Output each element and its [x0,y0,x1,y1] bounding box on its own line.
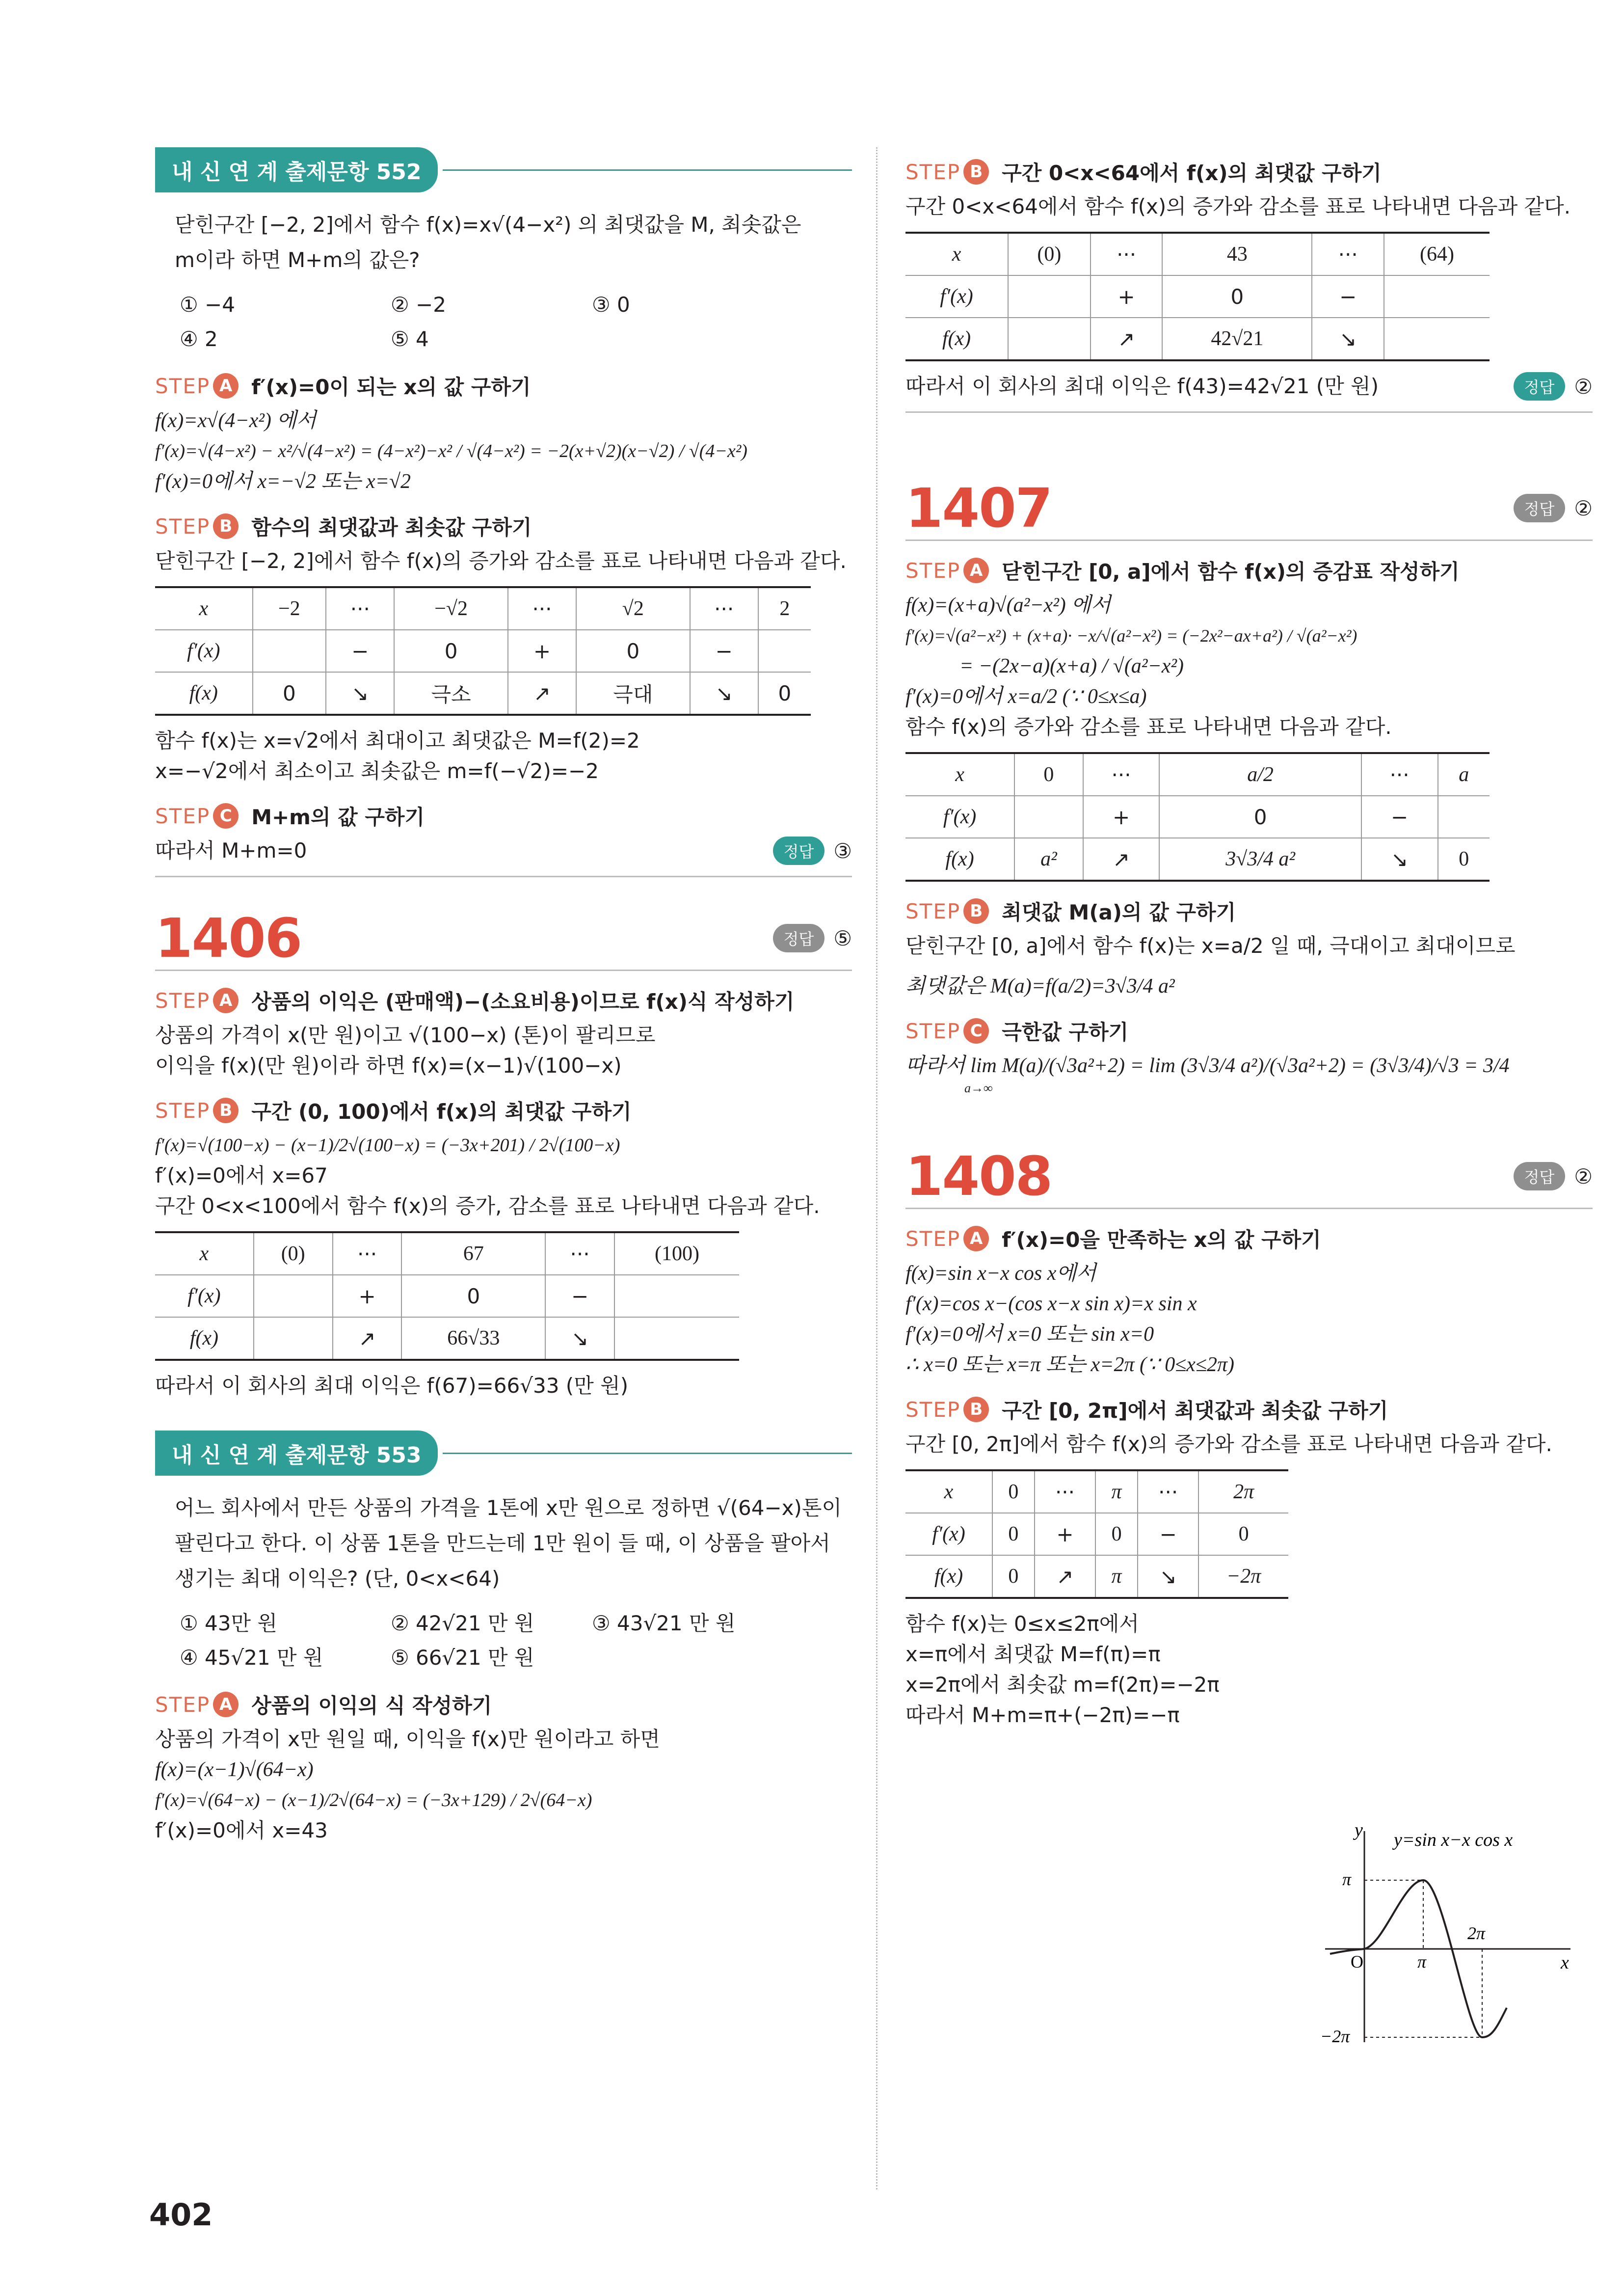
step-letter-icon: A [963,558,989,583]
table-cell: f(x) [945,848,974,870]
p1406-line: 구간 0<x<100에서 함수 f(x)의 증가, 감소를 표로 나타내면 다음과 같다. [155,1194,820,1218]
table-cell: f(x) [189,682,218,704]
table-cell [1384,275,1490,318]
table-cell: 극대 [576,672,690,715]
p1407-line: 닫힌구간 [0, a]에서 함수 f(x)는 x=a/2 일 때, 극대이고 최대이므로 [905,934,1516,958]
choice: ⑤ 66√21 만 원 [391,1646,534,1670]
p1408-line: f′(x)=cos x−(cos x−x sin x)=x sin x [905,1293,1197,1315]
table-cell: π [1095,1470,1138,1513]
table-cell: 0 [992,1513,1035,1555]
p1408-line: 따라서 M+m=π+(−2π)=−π [905,1703,1180,1727]
table-cell [253,630,326,672]
limit-subscript: a→∞ [964,1081,993,1095]
table-cell: (0) [254,1232,333,1275]
p1408-line: x=2π에서 최솟값 m=f(2π)=−2π [905,1673,1220,1697]
p1407-step-a [905,556,1593,585]
answer-box [773,837,852,865]
table-cell: ··· [333,1232,402,1275]
step-letter-icon: A [213,373,239,399]
p1407-step-c [905,1016,1593,1046]
step-label: STEP [905,899,961,923]
table-row [155,1317,739,1360]
neg-two-pi-y-label: −2π [1320,2026,1350,2046]
step-title: 구간 0<x<64에서 f(x)의 최댓값 구하기 [1002,161,1382,185]
p1408-line: 구간 [0, 2π]에서 함수 f(x)의 증가와 감소를 표로 나타내면 다음과 같다. [905,1432,1552,1456]
table-cell: 0 [1438,838,1490,881]
p1406-step-b [155,1096,852,1125]
p1407-line: f′(x)=√(a²−x²) + (x+a)· −x/√(a²−x²) = (−2x²−ax+a²) / √(a²−x²) [905,626,1357,646]
table-row [155,672,811,715]
step-label: STEP [905,1019,961,1043]
answer-badge: 정답 [773,924,825,952]
p1408-header [905,1145,1593,1208]
table-cell: ↗ [1035,1555,1095,1598]
pi-x-label: π [1417,1952,1427,1972]
table-cell: 0 [401,1275,545,1317]
table-cell [254,1275,333,1317]
q552-tag: 내 신 연 계 출제문항 552 [155,147,438,192]
table-cell: − [326,630,394,672]
q552-body [155,207,852,356]
choice: ③ 0 [592,293,630,317]
q553-text-line3: 생기는 최대 이익은? (단, 0<x<64) [175,1567,500,1591]
p1406-line: 이익을 f(x)(만 원)이라 하면 f(x)=(x−1)√(100−x) [155,1053,622,1078]
q552-line: f′(x)=√(4−x²) − x²/√(4−x²) = (4−x²)−x² / √(4−x²) = −2(x+√2)(x−√2) / √(4−x²) [155,441,747,461]
table-cell: ↘ [1312,318,1384,360]
step-letter-icon: B [213,1098,239,1123]
table-cell: ··· [326,587,394,630]
choice: ② 42√21 만 원 [391,1611,534,1635]
table-cell: − [690,630,758,672]
table-cell: f′(x) [943,806,977,828]
step-label: STEP [155,1692,211,1717]
table-cell: π [1095,1555,1138,1598]
table-cell: + [1091,275,1163,318]
table-cell: x [952,243,961,266]
q553-line: f′(x)=√(64−x) − (x−1)/2√(64−x) = (−3x+129) / 2√(64−x) [155,1790,592,1810]
table-cell: + [508,630,576,672]
separator [155,876,852,877]
step-title: f′(x)=0을 만족하는 x의 값 구하기 [1002,1228,1321,1252]
step-title: 상품의 이익은 (판매액)−(소요비용)이므로 f(x)식 작성하기 [251,990,795,1014]
table-cell: ··· [690,587,758,630]
answer-badge: 정답 [1514,372,1566,401]
table-cell [1008,275,1091,318]
p1406-line: 상품의 가격이 x(만 원)이고 √(100−x) (톤)이 팔리므로 [155,1023,656,1047]
p1407-line: 따라서 lim M(a)/(√3a²+2) = lim (3√3/4 a²)/(√3a²+2) = (3√3/4)/√3 = 3/4 [905,1054,1510,1077]
table-cell [1384,318,1490,360]
table-cell: ··· [545,1232,614,1275]
table-cell: ↗ [333,1317,402,1360]
table-cell: 0 [1162,275,1312,318]
table-cell: 0 [394,630,507,672]
choice: ① 43만 원 [180,1611,277,1635]
step-letter-icon: C [963,1018,989,1044]
table-cell: 2 [758,587,811,630]
table-row [905,275,1490,318]
q553-text-line2: 팔린다고 한다. 이 상품 1톤을 만드는데 1만 원이 들 때, 이 상품을 팔아서 [175,1531,830,1555]
table-cell: a [1438,753,1490,796]
table-cell: (0) [1008,233,1091,275]
table-row [155,1275,739,1317]
p1406-step-a [155,986,852,1015]
table-cell: f(x) [934,1565,963,1588]
table-cell: x [199,597,209,620]
choice: ④ 45√21 만 원 [180,1646,323,1670]
table-cell: (64) [1384,233,1490,275]
table-cell: − [1138,1513,1198,1555]
sin-graph [1320,1821,1575,2047]
q552-step-b [155,512,852,541]
p1407-line: = −(2x−a)(x+a) / √(a²−x²) [959,655,1184,677]
table-cell: ··· [1312,233,1384,275]
table-cell: x [944,1481,954,1503]
problem-number: 1408 [905,1145,1052,1208]
q553-tag-line [443,1453,852,1454]
answer-value: ② [1574,496,1593,520]
two-pi-x-label: 2π [1467,1923,1486,1943]
q553-step-a [155,1690,852,1719]
q552-line: x=−√2에서 최소이고 최솟값은 m=f(−√2)=−2 [155,759,599,783]
p1408-line: f′(x)=0에서 x=0 또는 sin x=0 [905,1323,1154,1346]
table-cell: a² [1014,838,1083,881]
step-title: 구간 [0, 2π]에서 최댓값과 최솟값 구하기 [1002,1399,1388,1423]
p1407-table [905,752,1490,882]
p1408-line: ∴ x=0 또는 x=π 또는 x=2π (∵ 0≤x≤2π) [905,1353,1235,1376]
step-label: STEP [905,160,961,184]
problem-number: 1406 [155,907,302,970]
answer-badge: 정답 [1514,494,1566,522]
table-cell: x [955,763,964,786]
table-cell: 0 [576,630,690,672]
table-cell: 3√3/4 a² [1159,838,1361,881]
table-cell: f′(x) [940,285,973,308]
step-letter-icon: B [963,898,989,924]
choice: ⑤ 4 [391,327,429,351]
column-divider [876,147,878,2189]
table-row [905,753,1490,796]
q552-tag-line [443,169,852,171]
table-cell: (100) [614,1232,739,1275]
table-row [905,1470,1288,1513]
table-cell: + [333,1275,402,1317]
choice: ② −2 [391,293,446,317]
q552-step-c [155,801,852,831]
curve-label: y=sin x−x cos x [1394,1830,1513,1850]
step-letter-icon: B [963,1397,989,1422]
q552-line: f′(x)=0에서 x=−√2 또는 x=√2 [155,470,411,493]
table-cell: 0 [992,1555,1035,1598]
step-label: STEP [155,374,211,398]
answer-box [1514,372,1593,401]
table-cell: ··· [1091,233,1163,275]
table-cell: ↘ [690,672,758,715]
q552-text-line1: 닫힌구간 [−2, 2]에서 함수 f(x)=x√(4−x²) 의 최댓값을 M, 최솟값은 [175,213,801,237]
table-row [155,1232,739,1275]
table-cell: − [1312,275,1384,318]
q553b-table [905,232,1490,361]
table-row [905,233,1490,275]
table-cell: − [545,1275,614,1317]
table-cell: √2 [576,587,690,630]
p1406-line: 따라서 이 회사의 최대 이익은 f(67)=66√33 (만 원) [155,1374,629,1398]
p1406-header [155,907,852,970]
left-column [155,147,852,1846]
table-cell: f(x) [942,327,971,350]
table-cell: 0 [1159,796,1361,838]
table-cell: ··· [1361,753,1438,796]
answer-badge: 정답 [773,837,825,865]
right-column [905,147,1593,1730]
p1408-step-a [905,1224,1593,1253]
table-row [905,1555,1288,1598]
step-label: STEP [905,1226,961,1251]
table-cell: ↘ [326,672,394,715]
table-cell: ↘ [1361,838,1438,881]
p1408-line: 함수 f(x)는 0≤x≤2π에서 [905,1612,1139,1636]
p1407-line: f′(x)=0에서 x=a/2 (∵ 0≤x≤a) [905,685,1147,708]
step-label: STEP [155,804,211,828]
q552-line: 닫힌구간 [−2, 2]에서 함수 f(x)의 증가와 감소를 표로 나타내면 다음과 같다. [155,549,847,573]
problem-number: 1407 [905,477,1052,540]
q553-header [155,1431,852,1476]
table-cell [1438,796,1490,838]
table-row [905,838,1490,881]
separator [905,411,1593,413]
answer-value: ② [1574,374,1593,399]
table-cell: + [1035,1513,1095,1555]
step-letter-icon: B [963,159,989,185]
step-letter-icon: A [213,1692,239,1717]
q553-line: f′(x)=0에서 x=43 [155,1818,328,1842]
step-letter-icon: C [213,803,239,829]
q552-header [155,147,852,192]
table-cell [614,1317,739,1360]
y-label: y [1355,1821,1363,1840]
p1406-table [155,1231,739,1361]
p1408-line: x=π에서 최댓값 M=f(π)=π [905,1642,1161,1666]
p1407-line: f(x)=(x+a)√(a²−x²) 에서 [905,594,1111,617]
table-cell: 67 [401,1232,545,1275]
table-row [155,630,811,672]
pi-y-label: π [1342,1869,1352,1889]
q553-choices [180,1606,852,1675]
q553b-conclusion [905,371,1593,402]
step-label: STEP [155,514,211,539]
q553-line: 상품의 가격이 x만 원일 때, 이익을 f(x)만 원이라고 하면 [155,1727,660,1751]
q553-tag: 내 신 연 계 출제문항 553 [155,1431,438,1476]
separator [905,1208,1593,1209]
table-cell: f(x) [189,1327,218,1350]
page-number: 402 [149,2197,213,2233]
q552-table [155,586,811,716]
q552-text-line2: m이라 하면 M+m의 값은? [175,248,420,272]
step-label: STEP [155,988,211,1013]
table-cell: ↗ [1083,838,1160,881]
table-row [905,1513,1288,1555]
q553-step-b [905,157,1593,187]
q553-body [155,1490,852,1675]
table-cell: f′(x) [187,640,220,662]
p1407-line: 함수 f(x)의 증가와 감소를 표로 나타내면 다음과 같다. [905,715,1392,739]
table-cell: ↗ [508,672,576,715]
p1408-step-b [905,1395,1593,1424]
table-row [155,587,811,630]
choice: ① −4 [180,293,235,317]
table-cell: ↗ [1091,318,1163,360]
table-cell: 0 [253,672,326,715]
table-cell: −√2 [394,587,507,630]
answer-value: ③ [833,838,852,863]
p1406-line: f′(x)=0에서 x=67 [155,1163,328,1188]
choice: ③ 43√21 만 원 [592,1611,736,1635]
step-label: STEP [905,558,961,583]
table-cell: f′(x) [187,1285,221,1307]
p1407-header [905,477,1593,540]
step-title: 구간 (0, 100)에서 f(x)의 최댓값 구하기 [251,1100,632,1124]
x-label: x [1561,1952,1569,1973]
table-cell [254,1317,333,1360]
table-cell: 극소 [394,672,507,715]
origin-label: O [1351,1952,1363,1972]
q552-line: 함수 f(x)는 x=√2에서 최대이고 최댓값은 M=f(2)=2 [155,729,640,753]
step-label: STEP [905,1397,961,1422]
answer-box [1514,494,1593,522]
step-title: 최댓값 M(a)의 값 구하기 [1002,900,1236,924]
table-cell: + [1083,796,1160,838]
table-cell: 66√33 [401,1317,545,1360]
table-cell: f′(x) [932,1523,965,1545]
step-letter-icon: B [213,513,239,539]
table-cell: 0 [992,1470,1035,1513]
step-title: 닫힌구간 [0, a]에서 함수 f(x)의 증감표 작성하기 [1002,560,1460,584]
p1408-line: f(x)=sin x−x cos x에서 [905,1262,1096,1285]
p1406-line: f′(x)=√(100−x) − (x−1)/2√(100−x) = (−3x+201) / 2√(100−x) [155,1135,620,1156]
table-cell: −2 [253,587,326,630]
answer-value: ⑤ [833,926,852,950]
answer-box [1514,1162,1593,1190]
table-cell: ··· [1083,753,1160,796]
q552-step-a [155,371,852,401]
answer-box [773,924,852,952]
table-cell [758,630,811,672]
q553-line: f(x)=(x−1)√(64−x) [155,1758,314,1781]
answer-badge: 정답 [1514,1162,1566,1190]
step-letter-icon: A [213,988,239,1013]
table-cell: ··· [508,587,576,630]
table-cell: 42√21 [1162,318,1312,360]
p1407-step-b [905,896,1593,926]
q553b-line: 구간 0<x<64에서 함수 f(x)의 증가와 감소를 표로 나타내면 다음과 같다. [905,194,1571,218]
step-letter-icon: A [963,1226,989,1251]
q552-choices [180,288,852,356]
step-title: M+m의 값 구하기 [251,805,425,829]
choice: ④ 2 [180,327,218,351]
table-cell [1014,796,1083,838]
table-cell: ↘ [545,1317,614,1360]
step-title: f′(x)=0이 되는 x의 값 구하기 [251,375,531,399]
table-cell: x [199,1243,209,1265]
table-cell: ↘ [1138,1555,1198,1598]
table-cell: 0 [1095,1513,1138,1555]
p1407-line: 최댓값은 M(a)=f(a/2)=3√3/4 a² [905,975,1175,998]
table-cell: 0 [1198,1513,1288,1555]
q553-text-line1: 어느 회사에서 만든 상품의 가격을 1톤에 x만 원으로 정하면 √(64−x)톤이 [175,1496,842,1520]
q552-line: f(x)=x√(4−x²) 에서 [155,409,317,432]
table-cell: 0 [758,672,811,715]
table-cell: −2π [1198,1555,1288,1598]
table-cell: 2π [1198,1470,1288,1513]
table-cell: ··· [1138,1470,1198,1513]
step-title: 상품의 이익의 식 작성하기 [251,1694,492,1718]
table-cell [614,1275,739,1317]
table-cell: a/2 [1159,753,1361,796]
step-title: 함수의 최댓값과 최솟값 구하기 [251,515,532,540]
table-row [905,796,1490,838]
table-cell: 43 [1162,233,1312,275]
table-row [905,318,1490,360]
q553b-line: 따라서 이 회사의 최대 이익은 f(43)=42√21 (만 원) [905,374,1379,398]
table-cell [1008,318,1091,360]
table-cell: 0 [1014,753,1083,796]
answer-value: ② [1574,1164,1593,1189]
table-cell: ··· [1035,1470,1095,1513]
q552-conclusion [155,836,852,866]
q552-line: 따라서 M+m=0 [155,838,307,863]
step-label: STEP [155,1098,211,1123]
step-title: 극한값 구하기 [1002,1020,1129,1044]
separator [905,540,1593,541]
table-cell: − [1361,796,1438,838]
separator [155,970,852,971]
p1408-table [905,1469,1288,1599]
